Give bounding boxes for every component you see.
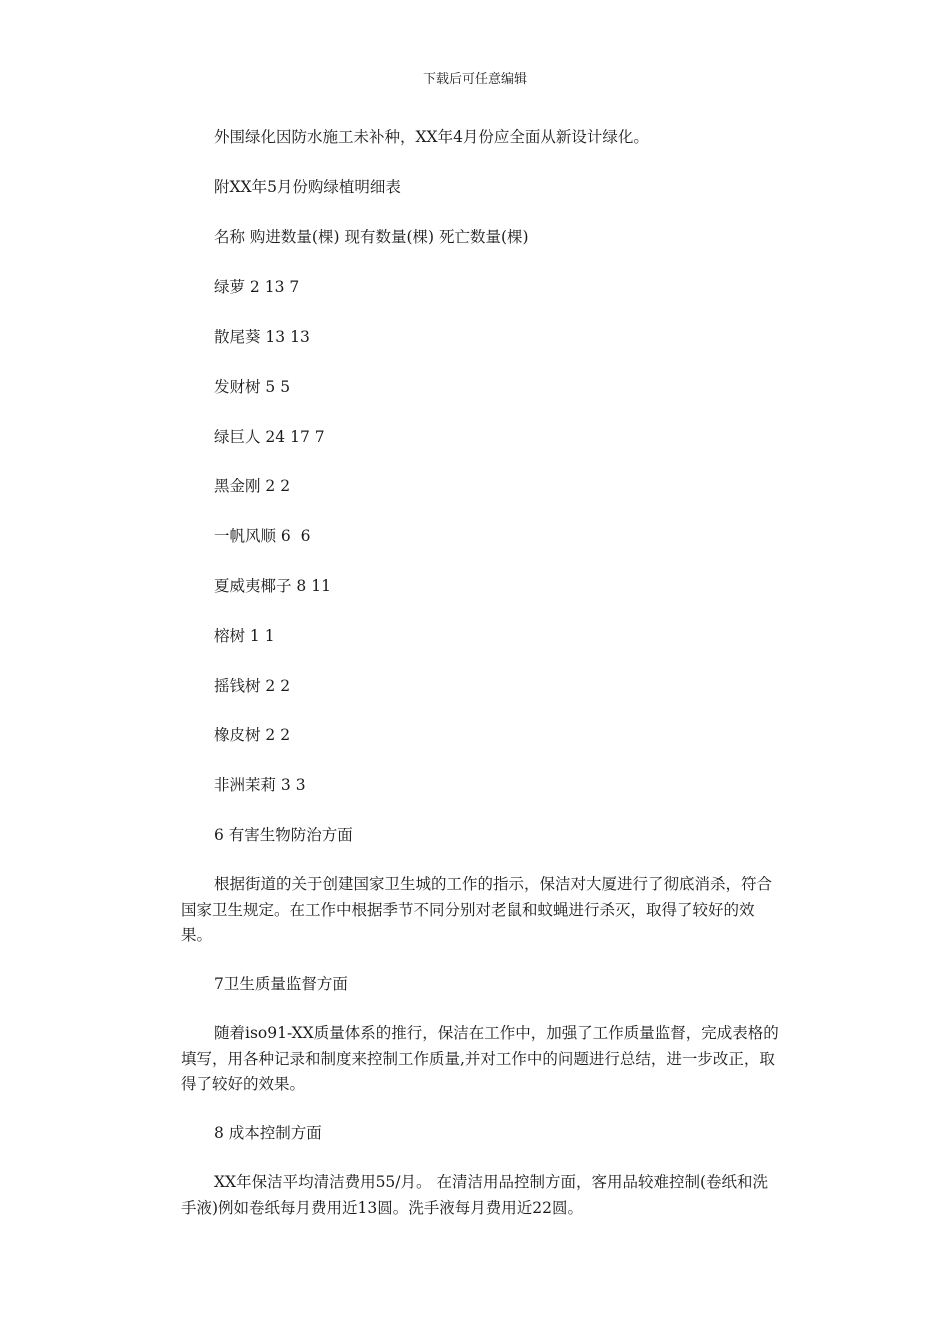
table-row: 发财树 5 5 [214, 378, 291, 396]
table-title: 附XX年5月份购绿植明细表 [214, 178, 401, 196]
table-row: 绿巨人 24 17 7 [214, 428, 325, 446]
table-row: 绿萝 2 13 7 [214, 278, 300, 296]
table-header: 名称 购进数量(棵) 现有数量(棵) 死亡数量(棵) [214, 228, 529, 246]
section-7-title: 7卫生质量监督方面 [214, 975, 348, 993]
table-row: 摇钱树 2 2 [214, 677, 291, 695]
intro-line: 外围绿化因防水施工未补种，XX年4月份应全面从新设计绿化。 [214, 128, 649, 146]
table-row: 一帆风顺 6 6 [214, 527, 311, 545]
table-row: 夏威夷椰子 8 11 [214, 577, 331, 595]
table-row: 榕树 1 1 [214, 627, 275, 645]
table-row: 非洲茉莉 3 3 [214, 776, 306, 794]
section-8-body: XX年保洁平均清洁费用55/月。 在清洁用品控制方面，客用品较难控制(卷纸和洗手液)例如卷纸每月费用近13圆。洗手液每月费用近22圆。 [181, 1173, 768, 1217]
section-7-body: 随着iso91-XX质量体系的推行，保洁在工作中，加强了工作质量监督，完成表格的填写，用各种记录和制度来控制工作质量,并对工作中的问题进行总结，进一步改正，取得了较好的效果。 [181, 1024, 779, 1093]
table-row: 散尾葵 13 13 [214, 328, 310, 346]
section-6-body: 根据街道的关于创建国家卫生城的工作的指示，保洁对大厦进行了彻底消杀，符合国家卫生规定。在工作中根据季节不同分别对老鼠和蚊蝇进行杀灭，取得了较好的效果。 [181, 875, 773, 944]
section-6-title: 6 有害生物防治方面 [214, 826, 353, 844]
table-row: 黑金刚 2 2 [214, 477, 291, 495]
page-header: 下载后可任意编辑 [422, 72, 527, 87]
table-row: 橡皮树 2 2 [214, 726, 291, 744]
section-8-title: 8 成本控制方面 [214, 1124, 322, 1142]
